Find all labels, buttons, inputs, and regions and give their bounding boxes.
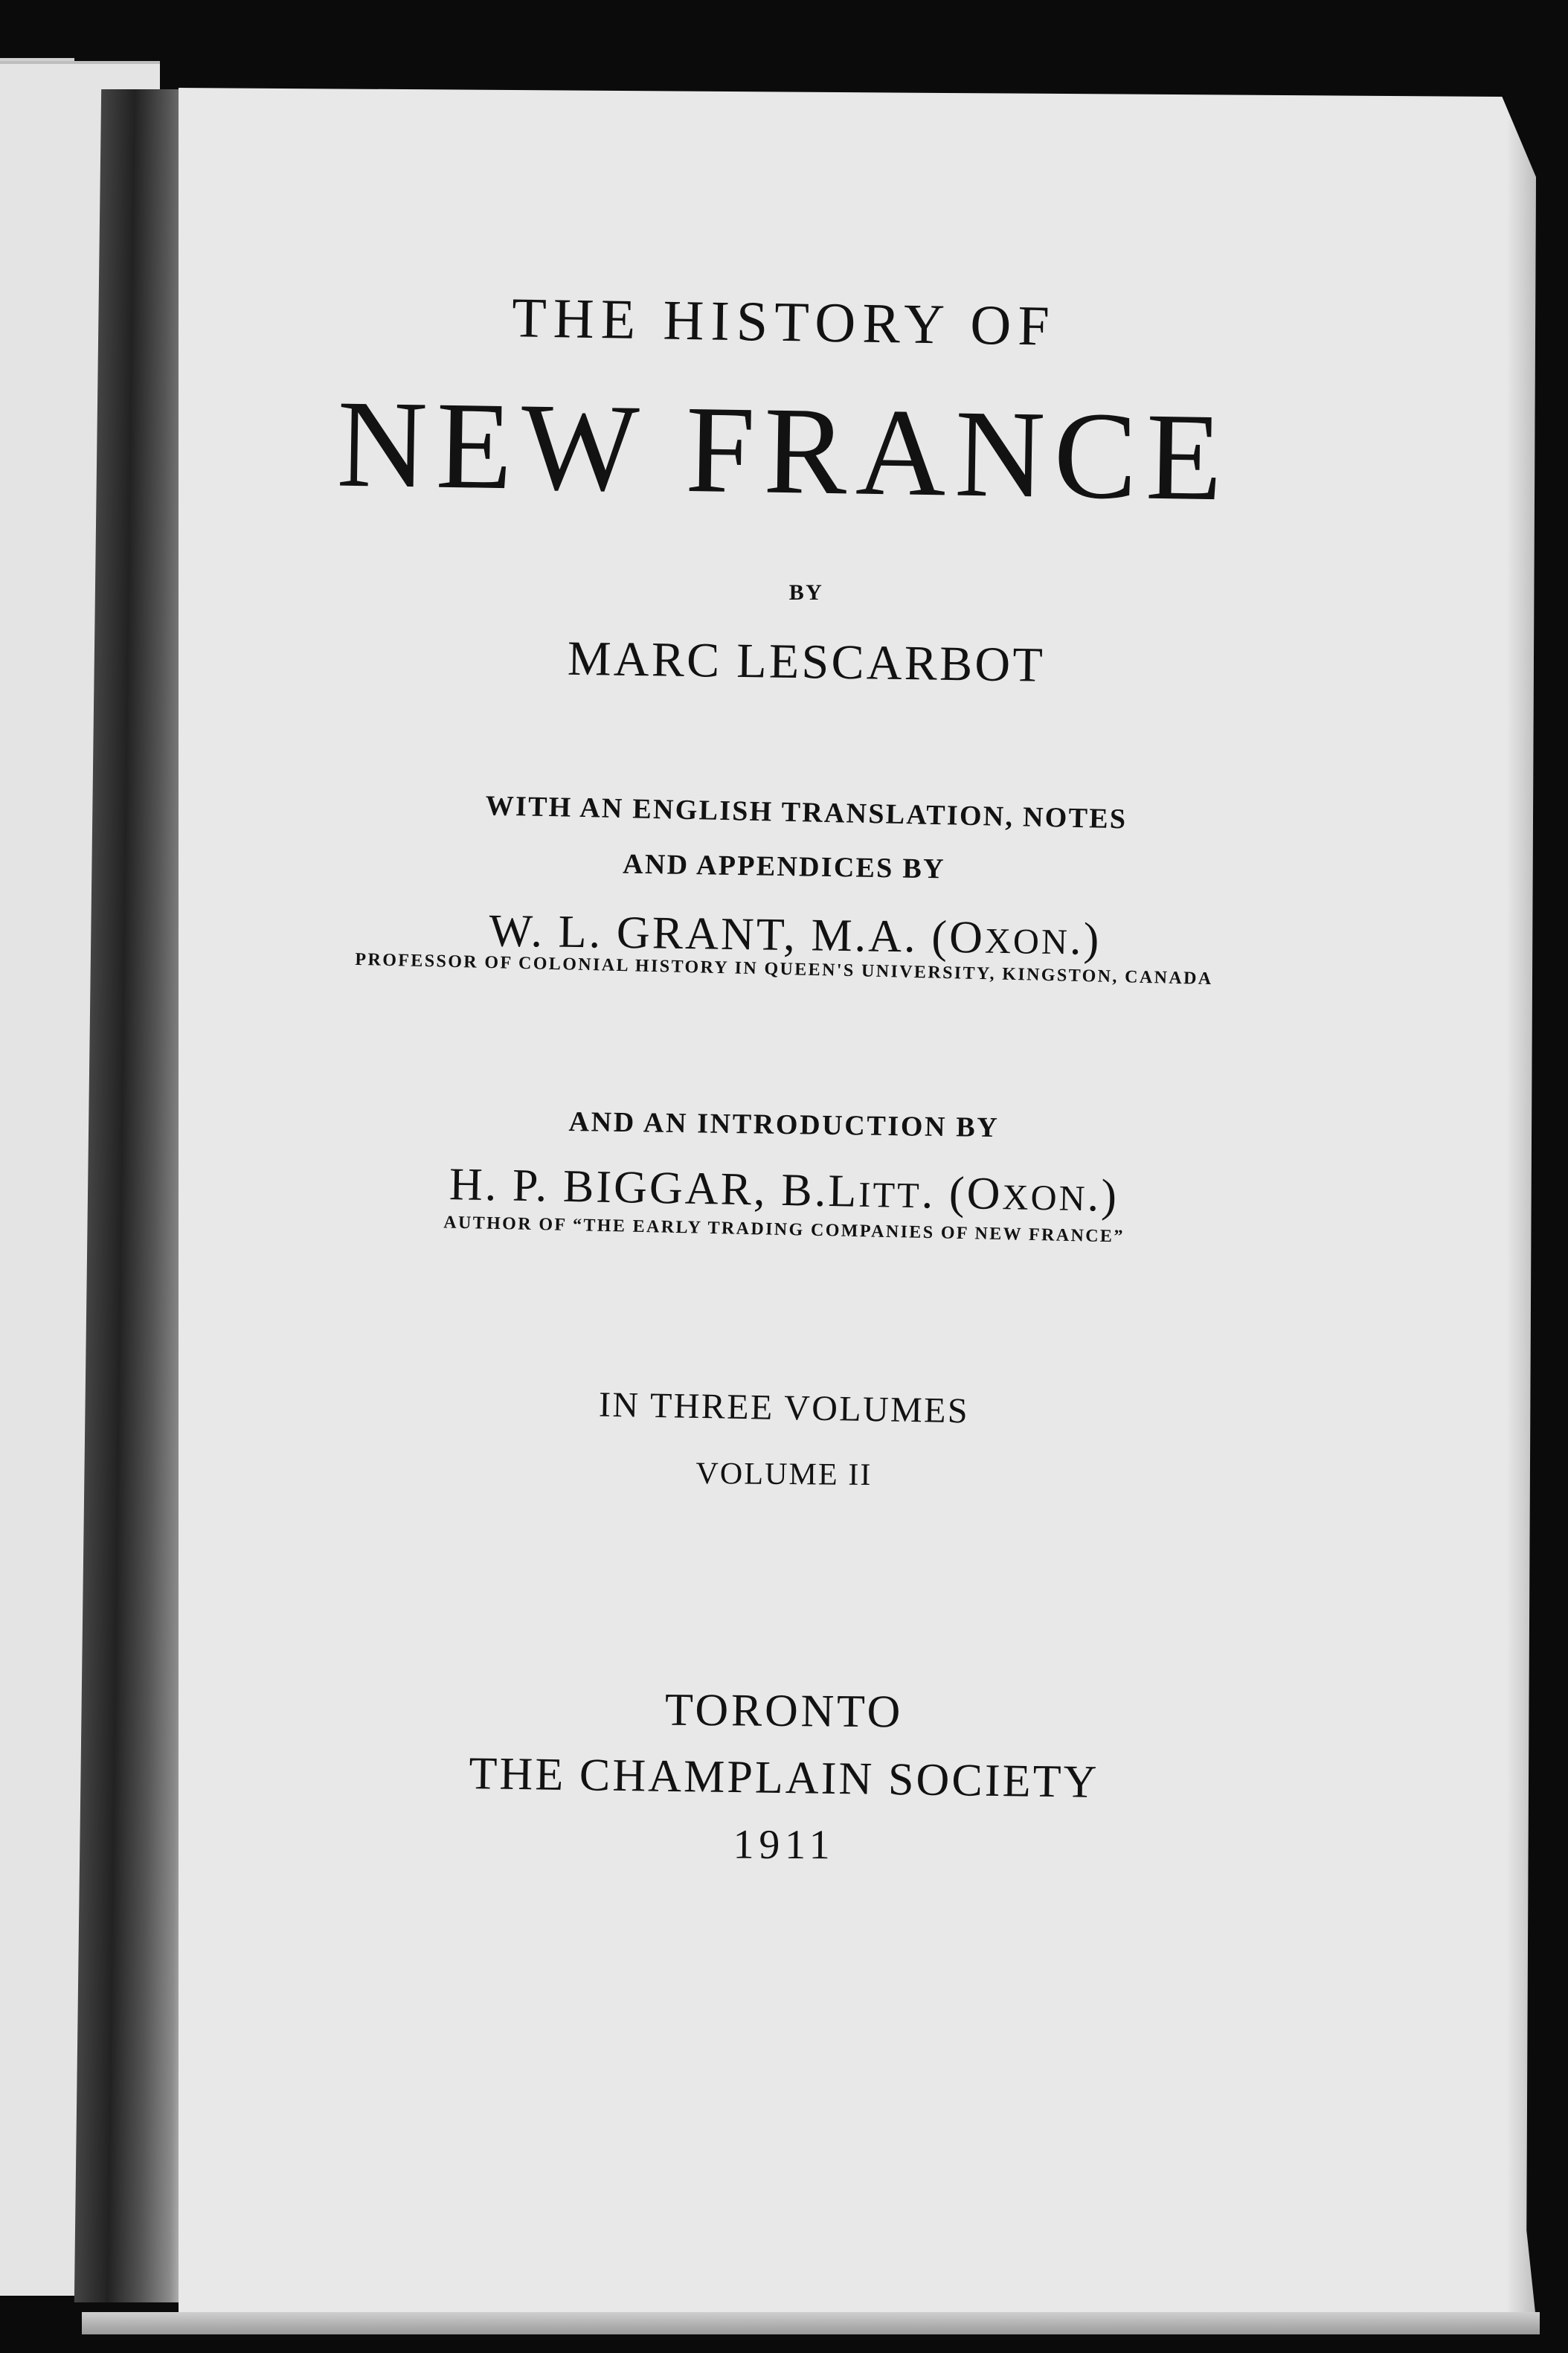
title-line-1: THE HISTORY OF <box>511 286 1057 358</box>
intro-dot: . ( <box>921 1167 968 1219</box>
by-label: BY <box>788 580 824 605</box>
translator-close: .) <box>1069 914 1102 965</box>
page-bottom-edge <box>82 2312 1540 2334</box>
volumes-line: IN THREE VOLUMES <box>598 1384 970 1431</box>
intro-close: .) <box>1087 1170 1119 1222</box>
translator-degree-o: O <box>948 912 986 963</box>
title-line-2: NEW FRANCE <box>335 374 1233 527</box>
intro-o: O <box>966 1168 1003 1220</box>
intro-xon: XON <box>1002 1178 1088 1219</box>
publisher-name: THE CHAMPLAIN SOCIETY <box>469 1748 1099 1808</box>
translator-name-text: W. L. GRANT, M.A. ( <box>489 905 950 963</box>
translator-degree-rest: XON <box>984 921 1070 963</box>
volume-number: VOLUME II <box>695 1456 873 1493</box>
intro-line: AND AN INTRODUCTION BY <box>568 1105 1000 1144</box>
publisher-city: TORONTO <box>664 1684 904 1738</box>
author-name: MARC LESCARBOT <box>567 631 1046 693</box>
translator-title: PROFESSOR OF COLONIAL HISTORY IN QUEEN'S UNIVERSITY, KINGSTON, CANADA <box>355 949 1213 989</box>
translation-line-2: AND APPENDICES BY <box>622 848 946 885</box>
intro-title: AUTHOR OF “THE EARLY TRADING COMPANIES OF NEW FRANCE” <box>443 1213 1125 1247</box>
publication-year: 1911 <box>733 1821 835 1869</box>
intro-itt: ITT <box>858 1175 922 1216</box>
translation-line-1: WITH AN ENGLISH TRANSLATION, NOTES <box>485 790 1128 835</box>
intro-name-text: H. P. BIGGAR, B.L <box>449 1159 859 1217</box>
